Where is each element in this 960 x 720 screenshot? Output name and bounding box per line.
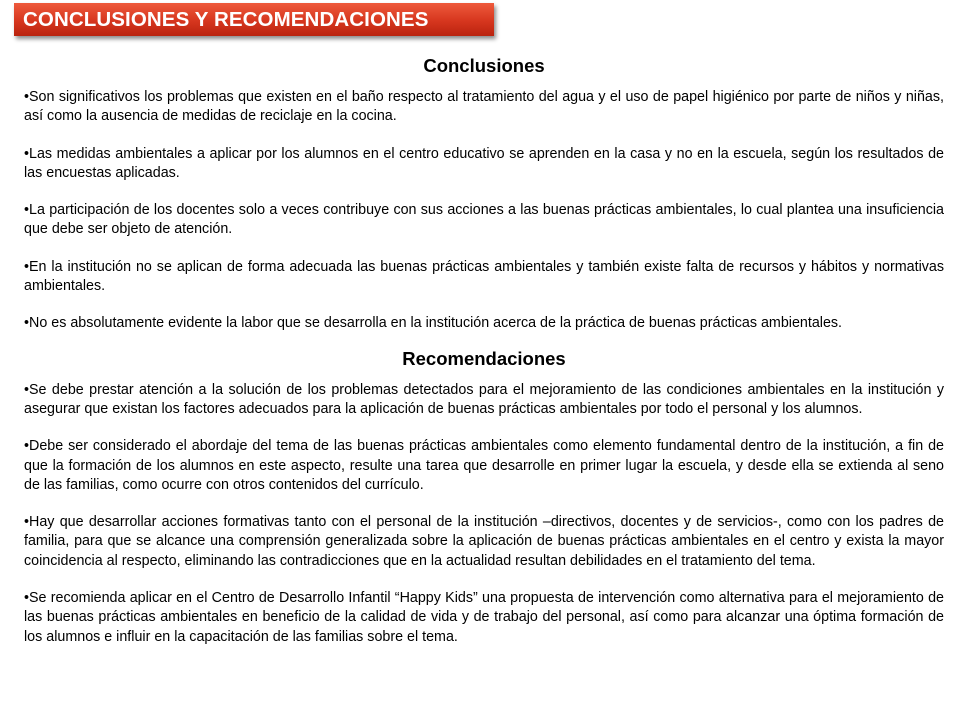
conclusion-item-3: •La participación de los docentes solo a veces contribuye con sus acciones a las buenas prácticas ambientales, lo cual plantea una insuficiencia que debe ser objeto de atención. xyxy=(24,202,944,238)
recomendaciones-heading: Recomendaciones xyxy=(402,347,566,369)
recommendation-item-2: •Debe ser considerado el abordaje del tema de las buenas prácticas ambientales como elemento fundamental dentro de la institución, a fin de que la formación de los alumnos en este aspecto, resulte una tarea que desarrolle en primer lugar la escuela, y desde ella se extienda al seno de las familias, como ocurre con otros contenidos del currículo. xyxy=(24,438,944,493)
recommendation-item-1: •Se debe prestar atención a la solución de los problemas detectados para el mejoramiento de las condiciones ambientales en la institución y asegurar que existan los factores adecuados para la aplicación de buenas prácticas ambientales por todo el personal y los alumnos. xyxy=(24,381,944,417)
conclusion-item-5: •No es absolutamente evidente la labor que se desarrolla en la institución acerca de la práctica de buenas prácticas ambientales. xyxy=(24,315,843,332)
conclusiones-heading: Conclusiones xyxy=(423,55,545,76)
conclusion-item-1: •Son significativos los problemas que existen en el baño respecto al tratamiento del agua y el uso de papel higiénico por parte de niños y niñas, así como la ausencia de medidas de reciclaje en la cocina. xyxy=(24,89,944,125)
recommendation-item-3: •Hay que desarrollar acciones formativas tanto con el personal de la institución –directivos, docentes y de servicios-, como con los padres de familia, para que se alcance una comprensión generalizada sobre la aplicación de buenas prácticas ambientales en el centro y exista la mayor coincidencia al respecto, eliminando las contradicciones que en la actualidad resultan debilidades en el tratamiento del tema. xyxy=(24,514,944,569)
conclusion-item-2: •Las medidas ambientales a aplicar por los alumnos en el centro educativo se aprenden en la casa y no en la escuela, según los resultados de las encuestas aplicadas. xyxy=(24,145,944,181)
slide-body xyxy=(24,54,944,647)
slide-title-banner: CONCLUSIONES Y RECOMENDACIONES xyxy=(14,3,494,36)
recommendation-item-4: •Se recomienda aplicar en el Centro de Desarrollo Infantil “Happy Kids” una propuesta de intervención como alternativa para el mejoramiento de las buenas prácticas ambientales en beneficio de la calidad de vida y de trabajo del personal, así como para alcanzar una óptima formación de los alumnos e influir en la capacitación de las familias sobre el tema. xyxy=(24,590,944,645)
conclusion-item-4: •En la institución no se aplican de forma adecuada las buenas prácticas ambientales y también existe falta de recursos y hábitos y normativas ambientales. xyxy=(24,258,944,295)
recomendaciones-list xyxy=(24,381,944,647)
conclusiones-list xyxy=(24,88,944,334)
